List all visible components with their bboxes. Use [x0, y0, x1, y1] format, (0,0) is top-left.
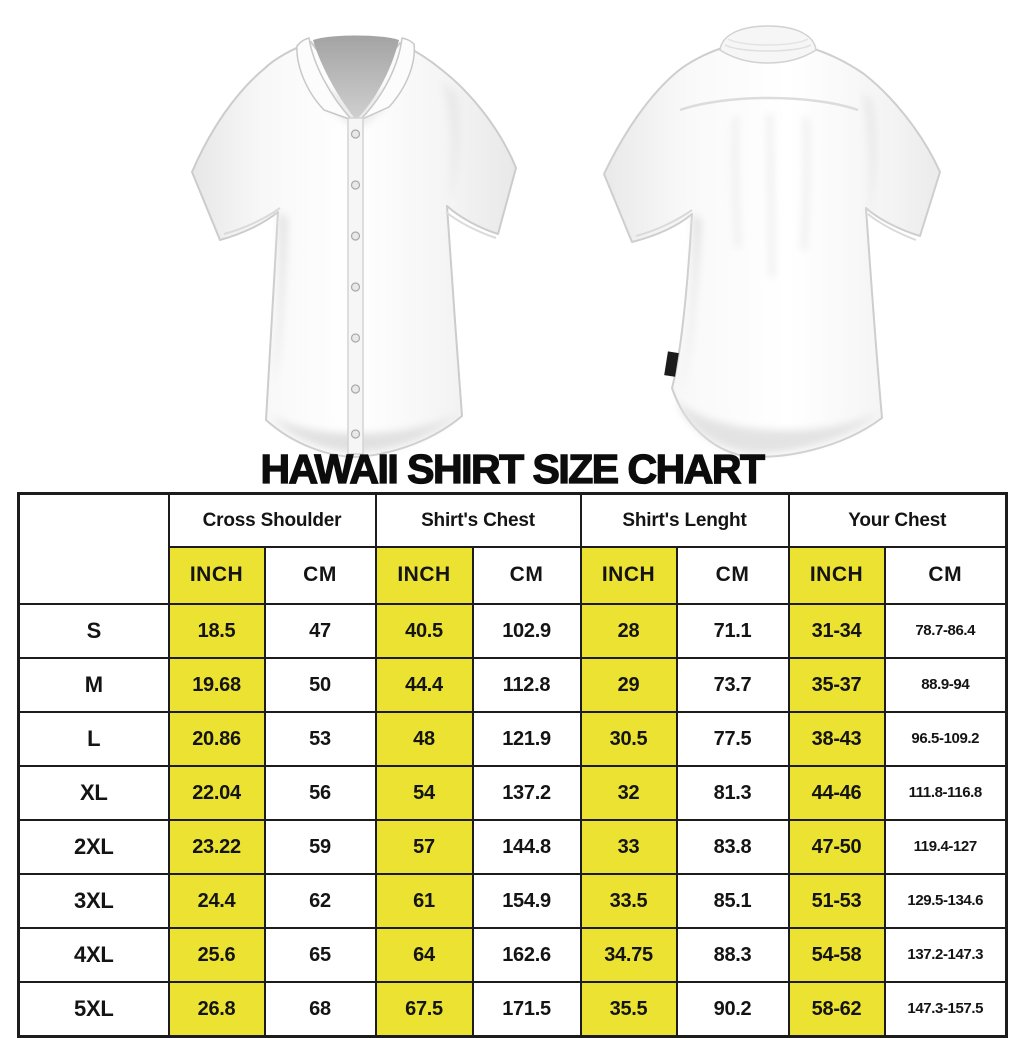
table-corner-cell: [19, 494, 169, 605]
value-cell: 62: [265, 874, 376, 928]
value-cell: 83.8: [677, 820, 789, 874]
value-cell: 73.7: [677, 658, 789, 712]
table-row-3xl: [19, 874, 1007, 928]
size-label: 2XL: [19, 820, 169, 874]
value-cell: 162.6: [473, 928, 581, 982]
value-cell: 35.5: [581, 982, 677, 1037]
table-row-m: [19, 658, 1007, 712]
value-cell: 58-62: [789, 982, 885, 1037]
unit-header-cm: CM: [677, 547, 789, 604]
value-cell: 65: [265, 928, 376, 982]
value-cell: 154.9: [473, 874, 581, 928]
value-cell: 31-34: [789, 604, 885, 658]
unit-header-cm: CM: [265, 547, 376, 604]
shirt-front-icon: [170, 22, 522, 464]
value-cell: 30.5: [581, 712, 677, 766]
value-cell: 119.4-127: [885, 820, 1007, 874]
group-header-shirts-lenght: Shirt's Lenght: [581, 494, 789, 548]
value-cell: 85.1: [677, 874, 789, 928]
value-cell: 38-43: [789, 712, 885, 766]
value-cell: 40.5: [376, 604, 473, 658]
value-cell: 96.5-109.2: [885, 712, 1007, 766]
value-cell: 33: [581, 820, 677, 874]
value-cell: 26.8: [169, 982, 265, 1037]
value-cell: 28: [581, 604, 677, 658]
value-cell: 88.3: [677, 928, 789, 982]
value-cell: 137.2: [473, 766, 581, 820]
unit-header-inch: INCH: [581, 547, 677, 604]
value-cell: 64: [376, 928, 473, 982]
size-label: 4XL: [19, 928, 169, 982]
value-cell: 144.8: [473, 820, 581, 874]
table-row-l: [19, 712, 1007, 766]
value-cell: 44-46: [789, 766, 885, 820]
value-cell: 129.5-134.6: [885, 874, 1007, 928]
value-cell: 22.04: [169, 766, 265, 820]
value-cell: 19.68: [169, 658, 265, 712]
value-cell: 121.9: [473, 712, 581, 766]
value-cell: 90.2: [677, 982, 789, 1037]
table-row-4xl: [19, 928, 1007, 982]
value-cell: 102.9: [473, 604, 581, 658]
group-header-your-chest: Your Chest: [789, 494, 1007, 548]
value-cell: 51-53: [789, 874, 885, 928]
value-cell: 29: [581, 658, 677, 712]
value-cell: 48: [376, 712, 473, 766]
value-cell: 44.4: [376, 658, 473, 712]
value-cell: 18.5: [169, 604, 265, 658]
group-header-shirts-chest: Shirt's Chest: [376, 494, 581, 548]
shirt-front-image: [170, 22, 522, 464]
value-cell: 25.6: [169, 928, 265, 982]
table-row-5xl: [19, 982, 1007, 1037]
value-cell: 57: [376, 820, 473, 874]
table-row-s: [19, 604, 1007, 658]
size-label: S: [19, 604, 169, 658]
value-cell: 112.8: [473, 658, 581, 712]
value-cell: 54: [376, 766, 473, 820]
value-cell: 78.7-86.4: [885, 604, 1007, 658]
value-cell: 54-58: [789, 928, 885, 982]
page-title: HAWAII SHIRT SIZE CHART: [260, 446, 764, 492]
unit-header-cm: CM: [473, 547, 581, 604]
value-cell: 147.3-157.5: [885, 982, 1007, 1037]
value-cell: 34.75: [581, 928, 677, 982]
size-label: 3XL: [19, 874, 169, 928]
value-cell: 23.22: [169, 820, 265, 874]
table-row-2xl: [19, 820, 1007, 874]
unit-header-inch: INCH: [169, 547, 265, 604]
value-cell: 50: [265, 658, 376, 712]
value-cell: 33.5: [581, 874, 677, 928]
size-label: M: [19, 658, 169, 712]
value-cell: 20.86: [169, 712, 265, 766]
value-cell: 56: [265, 766, 376, 820]
size-label: XL: [19, 766, 169, 820]
value-cell: 59: [265, 820, 376, 874]
value-cell: 137.2-147.3: [885, 928, 1007, 982]
group-header-row: [19, 494, 1007, 548]
size-label: L: [19, 712, 169, 766]
value-cell: 61: [376, 874, 473, 928]
value-cell: 67.5: [376, 982, 473, 1037]
value-cell: 68: [265, 982, 376, 1037]
unit-header-cm: CM: [885, 547, 1007, 604]
value-cell: 47-50: [789, 820, 885, 874]
value-cell: 81.3: [677, 766, 789, 820]
group-header-cross-shoulder: Cross Shoulder: [169, 494, 376, 548]
value-cell: 32: [581, 766, 677, 820]
size-label: 5XL: [19, 982, 169, 1037]
value-cell: 77.5: [677, 712, 789, 766]
unit-header-inch: INCH: [789, 547, 885, 604]
value-cell: 88.9-94: [885, 658, 1007, 712]
table-row-xl: [19, 766, 1007, 820]
unit-header-inch: INCH: [376, 547, 473, 604]
size-chart-table: [17, 492, 1008, 1038]
value-cell: 24.4: [169, 874, 265, 928]
shirt-back-image: [586, 22, 948, 460]
shirt-back-icon: [586, 22, 948, 460]
value-cell: 71.1: [677, 604, 789, 658]
value-cell: 53: [265, 712, 376, 766]
value-cell: 111.8-116.8: [885, 766, 1007, 820]
value-cell: 47: [265, 604, 376, 658]
value-cell: 35-37: [789, 658, 885, 712]
value-cell: 171.5: [473, 982, 581, 1037]
